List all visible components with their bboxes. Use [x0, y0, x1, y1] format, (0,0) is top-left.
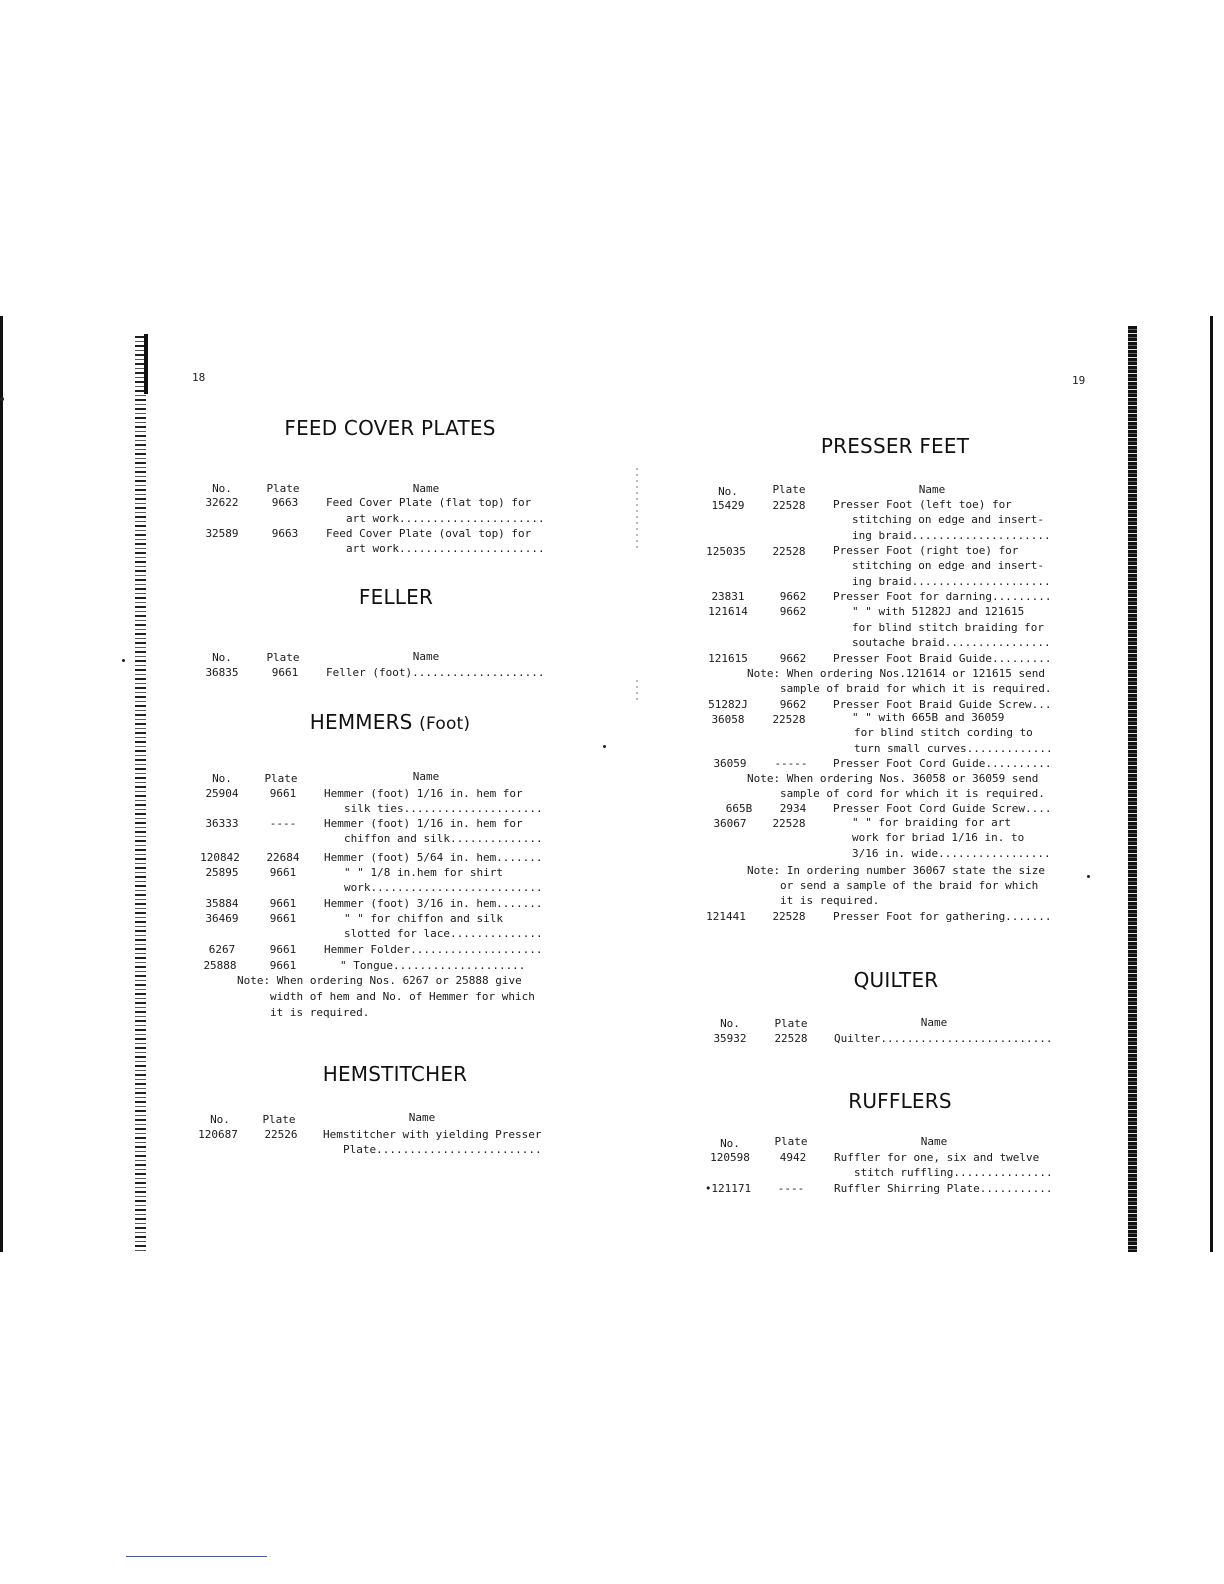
part-name: Presser Foot (right toe) for — [833, 544, 1019, 557]
part-name: Presser Foot Cord Guide Screw.... — [833, 802, 1052, 815]
plate-number: ----- — [774, 757, 808, 770]
part-name: Presser Foot Cord Guide.......... — [833, 757, 1052, 770]
binding-shadow-left — [135, 336, 146, 1254]
plate-number: 9663 — [271, 496, 299, 509]
presser-feet-note-2-continued: sample of cord for which it is required. — [780, 787, 1045, 800]
column-header-name: Name — [412, 482, 440, 495]
part-name-continued: ing braid..................... — [852, 575, 1051, 588]
gutter-marks — [636, 680, 638, 702]
part-name-continued: soutache braid................ — [852, 636, 1051, 649]
part-number: 35932 — [713, 1032, 747, 1045]
column-header-name: Name — [920, 1135, 948, 1148]
part-name: Ruffler for one, six and twelve — [834, 1151, 1040, 1164]
part-name-continued: ing braid..................... — [852, 529, 1051, 542]
plate-number: 9661 — [271, 666, 299, 679]
plate-number: 9662 — [779, 590, 807, 603]
part-name-continued: stitching on edge and insert- — [852, 559, 1045, 572]
plate-number: 9663 — [271, 527, 299, 540]
column-header-plate: Plate — [262, 1113, 296, 1126]
binding-mark-left — [144, 334, 148, 394]
part-number: 51282J — [708, 698, 748, 711]
plate-number: 22528 — [772, 545, 806, 558]
plate-number: 9662 — [779, 698, 807, 711]
column-header-no: No. — [720, 1137, 740, 1150]
presser-feet-note-3-continued: or send a sample of the braid for which — [780, 879, 1039, 892]
column-header-plate: Plate — [774, 1017, 808, 1030]
column-header-name: Name — [408, 1111, 436, 1124]
column-header-no: No. — [720, 1017, 740, 1030]
plate-number: 9662 — [779, 605, 807, 618]
part-name: Hemmer Folder.................... — [324, 943, 543, 956]
part-name-continued: stitching on edge and insert- — [852, 513, 1045, 526]
plate-number: 9662 — [779, 652, 807, 665]
presser-feet-note-1: Note: When ordering Nos.121614 or 121615 send — [747, 667, 1046, 680]
part-number: 36835 — [205, 666, 239, 679]
part-name: " " for chiffon and silk — [344, 912, 503, 925]
part-name-continued: for blind stitch cording to — [854, 726, 1033, 739]
part-name-continued: stitch ruffling............... — [854, 1166, 1053, 1179]
scan-edge-left — [0, 316, 3, 1252]
plate-number: 22526 — [264, 1128, 298, 1141]
column-header-no: No. — [718, 485, 738, 498]
part-name: " " with 51282J and 121615 — [852, 605, 1025, 618]
section-title-hemstitcher: HEMSTITCHER — [322, 1062, 468, 1086]
section-title-hemmers-suffix: (Foot) — [419, 714, 471, 734]
part-name: " " 1/8 in.hem for shirt — [344, 866, 503, 879]
plate-number: 9661 — [269, 787, 297, 800]
column-header-no: No. — [212, 772, 232, 785]
part-number: 25888 — [203, 959, 237, 972]
scan-edge-right — [1210, 316, 1213, 1252]
column-header-no: No. — [212, 651, 232, 664]
plate-number: ---- — [269, 817, 297, 830]
column-header-no: No. — [212, 482, 232, 495]
bottom-rule — [126, 1556, 267, 1557]
section-title-feller: FELLER — [358, 585, 434, 609]
part-name: " Tongue.................... — [340, 959, 526, 972]
column-header-plate: Plate — [266, 651, 300, 664]
plate-number: ---- — [777, 1182, 805, 1195]
binding-shadow-right — [1128, 326, 1137, 1252]
part-number: 121441 — [706, 910, 746, 923]
part-name-continued: chiffon and silk.............. — [344, 832, 543, 845]
part-number: 15429 — [711, 499, 745, 512]
plate-number: 9661 — [269, 897, 297, 910]
hemmers-note: Note: When ordering Nos. 6267 or 25888 give — [237, 974, 522, 987]
page-number-right: 19 — [1072, 374, 1086, 387]
plate-number: 22528 — [772, 713, 806, 726]
part-name-continued: 3/16 in. wide................. — [852, 847, 1051, 860]
part-number: 120598 — [710, 1151, 750, 1164]
presser-feet-note-3-continued: it is required. — [780, 894, 880, 907]
part-name: Hemmer (foot) 1/16 in. hem for — [324, 817, 523, 830]
part-name-continued: art work...................... — [346, 512, 545, 525]
part-name: Presser Foot (left toe) for — [833, 498, 1012, 511]
part-number: 25904 — [205, 787, 239, 800]
part-name: Hemstitcher with yielding Presser — [323, 1128, 542, 1141]
column-header-no: No. — [210, 1113, 230, 1126]
part-name-continued: work for briad 1/16 in. to — [852, 831, 1025, 844]
gutter-marks — [636, 468, 638, 548]
scan-speck — [0, 397, 4, 401]
part-number: 120687 — [198, 1128, 238, 1141]
part-name-continued: art work...................... — [346, 542, 545, 555]
section-title-rufflers: RUFFLERS — [848, 1089, 952, 1113]
plate-number: 22528 — [774, 1032, 808, 1045]
part-number: 665B — [725, 802, 753, 815]
part-name: Quilter.......................... — [834, 1032, 1053, 1045]
part-name: " " with 665B and 36059 — [852, 711, 1005, 724]
page-number-left: 18 — [192, 371, 206, 384]
part-name: Hemmer (foot) 5/64 in. hem....... — [324, 851, 543, 864]
part-name-continued: work.......................... — [344, 881, 543, 894]
column-header-name: Name — [918, 483, 946, 496]
part-name: Presser Foot Braid Guide......... — [833, 652, 1052, 665]
part-number: 36058 — [711, 713, 745, 726]
part-number: 36067 — [713, 817, 747, 830]
part-name: Feed Cover Plate (oval top) for — [326, 527, 532, 540]
section-title-presser-feet: PRESSER FEET — [820, 434, 970, 458]
part-number: 35884 — [205, 897, 239, 910]
part-name: Feller (foot).................... — [326, 666, 545, 679]
section-title-hemmers-main: HEMMERS — [309, 710, 413, 734]
part-number: 121614 — [708, 605, 748, 618]
plate-number: 9661 — [269, 943, 297, 956]
presser-feet-note-1-continued: sample of braid for which it is required. — [780, 682, 1052, 695]
plate-number: 4942 — [779, 1151, 807, 1164]
part-number: 36469 — [205, 912, 239, 925]
column-header-plate: Plate — [774, 1135, 808, 1148]
part-name: Hemmer (foot) 3/16 in. hem....... — [324, 897, 543, 910]
column-header-name: Name — [920, 1016, 948, 1029]
part-number: 32589 — [205, 527, 239, 540]
column-header-plate: Plate — [266, 482, 300, 495]
part-number: 23831 — [711, 590, 745, 603]
part-name-continued: Plate......................... — [343, 1143, 542, 1156]
plate-number: 9661 — [269, 959, 297, 972]
part-number: 120842 — [200, 851, 240, 864]
section-title-feed-cover-plates: FEED COVER PLATES — [284, 416, 496, 440]
scan-speck — [122, 659, 125, 662]
scan-speck — [1087, 875, 1090, 878]
part-name: Ruffler Shirring Plate........... — [834, 1182, 1053, 1195]
part-number: 121615 — [708, 652, 748, 665]
part-number: •121171 — [704, 1182, 752, 1195]
part-number: 6267 — [208, 943, 236, 956]
section-title-quilter: QUILTER — [853, 968, 939, 992]
scan-speck — [603, 745, 606, 748]
column-header-name: Name — [412, 650, 440, 663]
part-name: Hemmer (foot) 1/16 in. hem for — [324, 787, 523, 800]
part-name: " " for braiding for art — [852, 816, 1011, 829]
plate-number: 9661 — [269, 912, 297, 925]
part-number: 125035 — [706, 545, 746, 558]
part-number: 36333 — [205, 817, 239, 830]
plate-number: 9661 — [269, 866, 297, 879]
part-name: Presser Foot for gathering....... — [833, 910, 1052, 923]
plate-number: 22528 — [772, 910, 806, 923]
section-title-hemmers — [300, 710, 480, 734]
column-header-plate: Plate — [772, 483, 806, 496]
part-number: 36059 — [713, 757, 747, 770]
part-name-continued: for blind stitch braiding for — [852, 621, 1045, 634]
part-name: Presser Foot Braid Guide Screw... — [833, 698, 1052, 711]
plate-number: 22684 — [266, 851, 300, 864]
plate-number: 22528 — [772, 499, 806, 512]
part-name-continued: slotted for lace.............. — [344, 927, 543, 940]
presser-feet-note-3: Note: In ordering number 36067 state the size — [747, 864, 1046, 877]
presser-feet-note-2: Note: When ordering Nos. 36058 or 36059 send — [747, 772, 1039, 785]
hemmers-note-continued: it is required. — [270, 1006, 370, 1019]
part-name-continued: turn small curves............. — [854, 742, 1053, 755]
hemmers-note-continued: width of hem and No. of Hemmer for which — [270, 990, 535, 1003]
column-header-name: Name — [412, 770, 440, 783]
part-name: Feed Cover Plate (flat top) for — [326, 496, 532, 509]
part-name-continued: silk ties..................... — [344, 802, 543, 815]
part-number: 32622 — [205, 496, 239, 509]
plate-number: 2934 — [779, 802, 807, 815]
part-name: Presser Foot for darning......... — [833, 590, 1052, 603]
column-header-plate: Plate — [264, 772, 298, 785]
plate-number: 22528 — [772, 817, 806, 830]
part-number: 25895 — [205, 866, 239, 879]
